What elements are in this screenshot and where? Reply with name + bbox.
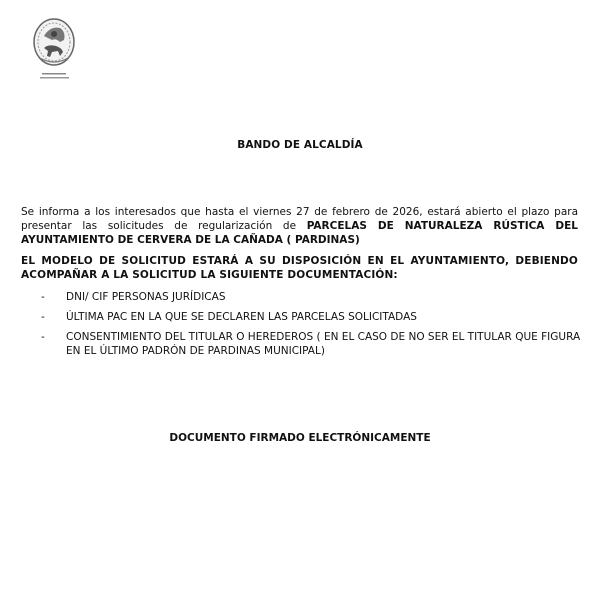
list-item-text: CONSENTIMIENTO DEL TITULAR O HEREDEROS ( EN EL CASO DE NO SER EL TITULAR QUE FIGURA EN EL ÚLTIMO PADRÓN DE PARDINAS MUNICIPAL)	[66, 331, 581, 357]
document-title: BANDO DE ALCALDÍA	[237, 139, 363, 151]
list-marker: -	[41, 291, 45, 303]
list-marker: -	[41, 331, 45, 343]
list-item-text: ÚLTIMA PAC EN LA QUE SE DECLAREN LAS PARCELAS SOLICITADAS	[66, 311, 417, 323]
list-item	[21, 310, 581, 324]
electronic-signature-notice: DOCUMENTO FIRMADO ELECTRÓNICAMENTE	[169, 432, 431, 444]
application-form-notice: EL MODELO DE SOLICITUD ESTARÁ A SU DISPOSICIÓN EN EL AYUNTAMIENTO, DEBIENDO ACOMPAÑAR A LA SOLICITUD LA SIGUIENTE DOCUMENTACIÓN:	[21, 255, 578, 281]
list-item	[21, 290, 581, 304]
list-item	[21, 330, 581, 358]
announcement-highlight: PARCELAS DE NATURALEZA RÚSTICA DEL AYUNTAMIENTO DE CERVERA DE LA CAÑADA ( PARDINAS)	[21, 220, 578, 246]
municipal-seal-icon	[30, 18, 80, 88]
list-item-text: DNI/ CIF PERSONAS JURÍDICAS	[66, 291, 226, 303]
required-documents-list	[21, 290, 581, 364]
announcement-text: Se informa a los interesados que hasta el viernes 27 de febrero de 2026, estará abierto el plazo para presentar las solicitudes de regularización de	[21, 206, 578, 232]
list-marker: -	[41, 311, 45, 323]
announcement-paragraph	[21, 205, 578, 247]
